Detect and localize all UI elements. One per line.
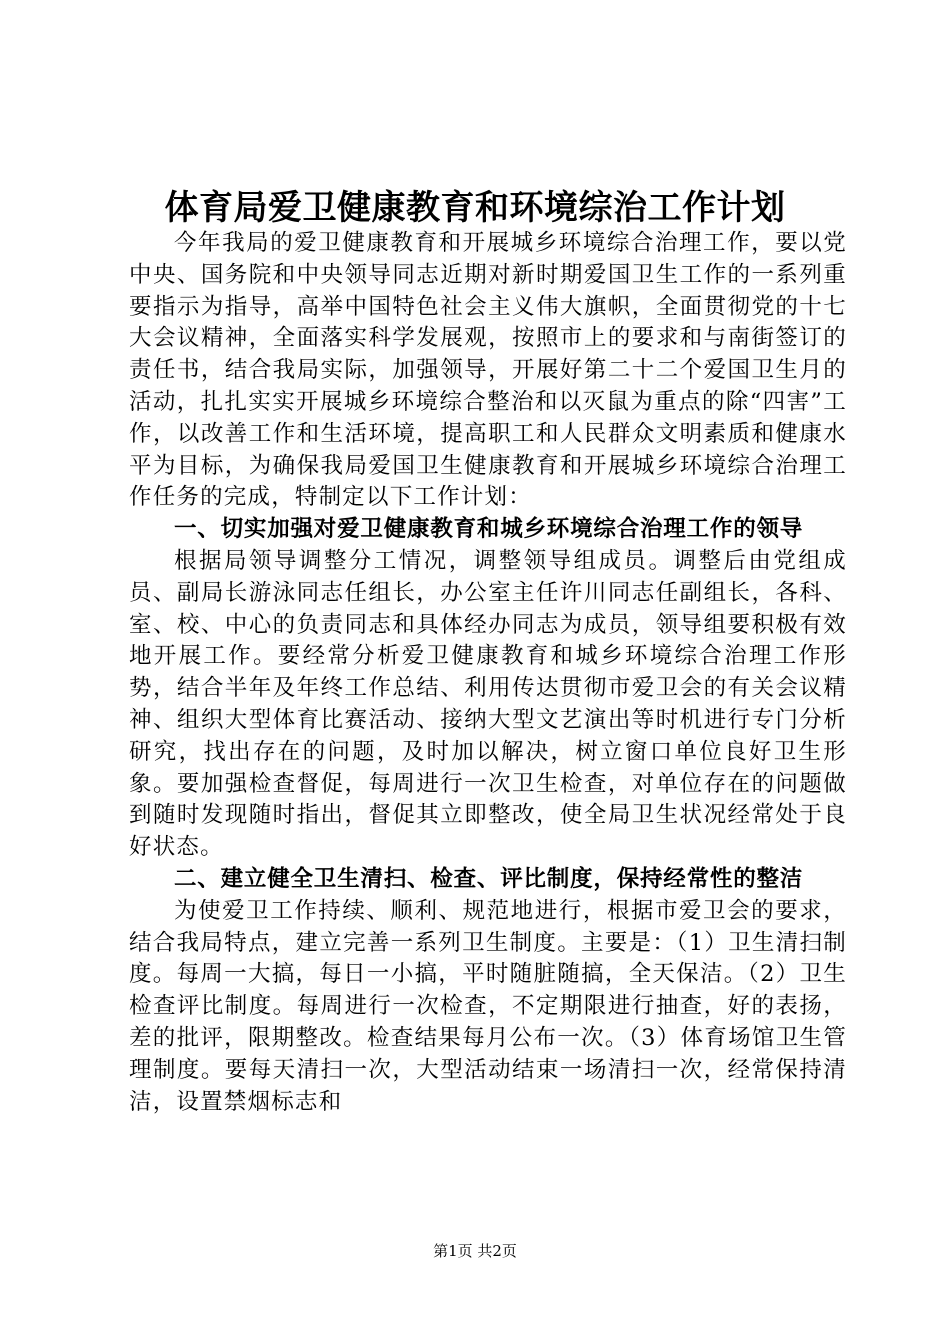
section-heading-1: 一、切实加强对爱卫健康教育和城乡环境综合治理工作的领导 — [174, 516, 804, 543]
page-footer: 第1页 共2页 — [433, 1242, 517, 1260]
document-body — [129, 228, 847, 1118]
document-title: 体育局爱卫健康教育和环境综治工作计划 — [164, 188, 786, 228]
intro-paragraph: 今年我局的爱卫健康教育和开展城乡环境综合治理工作，要以党中央、国务院和中央领导同志近期对新时期爱国卫生工作的一系列重要指示为指导，高举中国特色社会主义伟大旗帜，全面贯彻党的十七大会议精神，全面落实科学发展观，按照市上的要求和与南街签订的责任书，结合我局实际，加强领导，开展好第二十二个爱国卫生月的活动，扎扎实实开展城乡环境综合整治和以灭鼠为重点的除“四害”工作，以改善工作和生活环境，提高职工和人民群众文明素质和健康水平为目标，为确保我局爱国卫生健康教育和开展城乡环境综合治理工作任务的完成，特制定以下工作计划： — [129, 230, 847, 511]
section-body-1: 根据局领导调整分工情况，调整领导组成员。调整后由党组成员、副局长游泳同志任组长，办公室主任许川同志任副组长，各科、室、校、中心的负责同志和具体经办同志为成员，领导组要积极有效地开展工作。要经常分析爱卫健康教育和城乡环境综合治理工作形势，结合半年及年终工作总结、利用传达贯彻市爱卫会的有关会议精神、组织大型体育比赛活动、接纳大型文艺演出等时机进行专门分析研究，找出存在的问题，及时加以解决，树立窗口单位良好卫生形象。要加强检查督促，每周进行一次卫生检查，对单位存在的问题做到随时发现随时指出，督促其立即整改，使全局卫生状况经常处于良好状态。 — [129, 547, 847, 861]
section-heading-2: 二、建立健全卫生清扫、检查、评比制度，保持经常性的整洁 — [174, 865, 804, 892]
section-body-2: 为使爱卫工作持续、顺利、规范地进行，根据市爱卫会的要求，结合我局特点，建立完善一系列卫生制度。主要是：（1）卫生清扫制度。每周一大搞，每日一小搞，平时随脏随搞，全天保洁。（2）卫生检查评比制度。每周进行一次检查，不定期限进行抽查，好的表扬，差的批评，限期整改。检查结果每月公布一次。（3）体育场馆卫生管理制度。要每天清扫一次，大型活动结束一场清扫一次，经常保持清洁，设置禁烟标志和 — [129, 897, 847, 1115]
